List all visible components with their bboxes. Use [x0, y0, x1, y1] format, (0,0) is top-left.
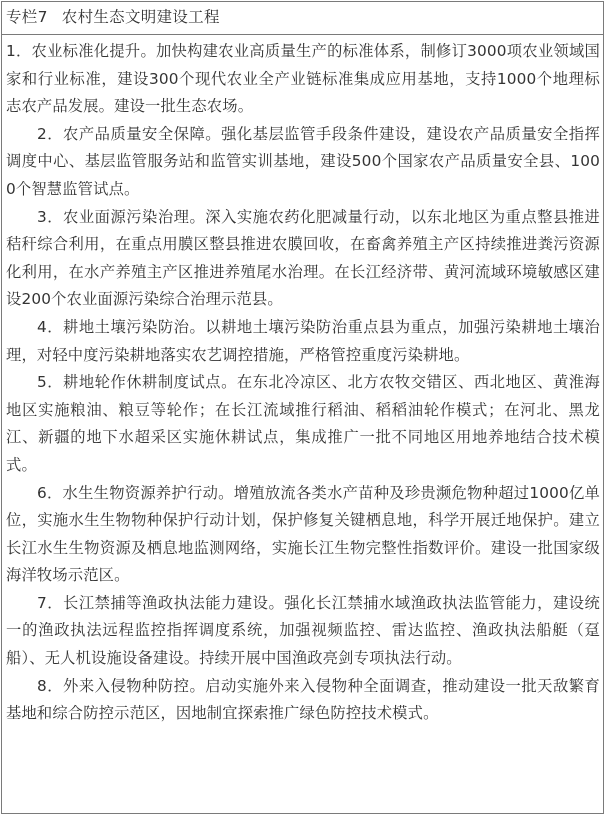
box-label: 专栏7: [6, 8, 48, 26]
box-header: [2, 2, 603, 35]
list-item-8: 8．外来入侵物种防控。启动实施外来入侵物种全面调查，推动建设一批天敌繁育基地和综合防控示范区，因地制宜探索推广绿色防控技术模式。: [6, 676, 600, 723]
box-title: 农村生态文明建设工程: [61, 8, 220, 26]
special-column-box: [1, 1, 604, 814]
list-item-4: 4．耕地土壤污染防治。以耕地土壤污染防治重点县为重点，加强污染耕地土壤治理，对轻中度污染耕地落实农艺调控措施，严格管控重度污染耕地。: [6, 317, 600, 364]
list-item-1: 1．农业标准化提升。加快构建农业高质量生产的标准体系，制修订3000项农业领域国家和行业标准，建设300个现代农业全产业链标准集成应用基地，支持1000个地理标志农产品发展。建设一批生态农场。: [6, 42, 600, 116]
list-item-2: 2．农产品质量安全保障。强化基层监管手段条件建设，建设农产品质量安全指挥调度中心、基层监管服务站和监管实训基地，建设500个国家农产品质量安全县、1000个智慧监管试点。: [6, 124, 600, 198]
list-item-7: 7．长江禁捕等渔政执法能力建设。强化长江禁捕水域渔政执法监管能力，建设统一的渔政执法远程监控指挥调度系统，加强视频监控、雷达监控、渔政执法船艇（趸船）、无人机设施设备建设。持续开展中国渔政亮剑专项执法行动。: [6, 593, 600, 668]
list-item-3: 3．农业面源污染治理。深入实施农药化肥减量行动，以东北地区为重点整县推进秸秆综合利用，在重点用膜区整县推进农膜回收，在畜禽养殖主产区持续推进粪污资源化利用，在水产养殖主产区推进养殖尾水治理。在长江经济带、黄河流域环境敏感区建设200个农业面源污染综合治理示范县。: [6, 207, 600, 309]
box-content: [2, 35, 603, 728]
list-item-5: 5．耕地轮作休耕制度试点。在东北冷凉区、北方农牧交错区、西北地区、黄淮海地区实施粮油、粮豆等轮作；在长江流域推行稻油、稻稻油轮作模式；在河北、黑龙江、新疆的地下水超采区实施休耕试点，集成推广一批不同地区用地养地结合技术模式。: [6, 373, 600, 474]
list-item-6: 6．水生生物资源养护行动。增殖放流各类水产苗种及珍贵濒危物种超过1000亿单位，实施水生生物物种保护行动计划，保护修复关键栖息地，科学开展迁地保护。建立长江水生生物资源及栖息地监测网络，实施长江生物完整性指数评价。建设一批国家级海洋牧场示范区。: [6, 483, 600, 585]
